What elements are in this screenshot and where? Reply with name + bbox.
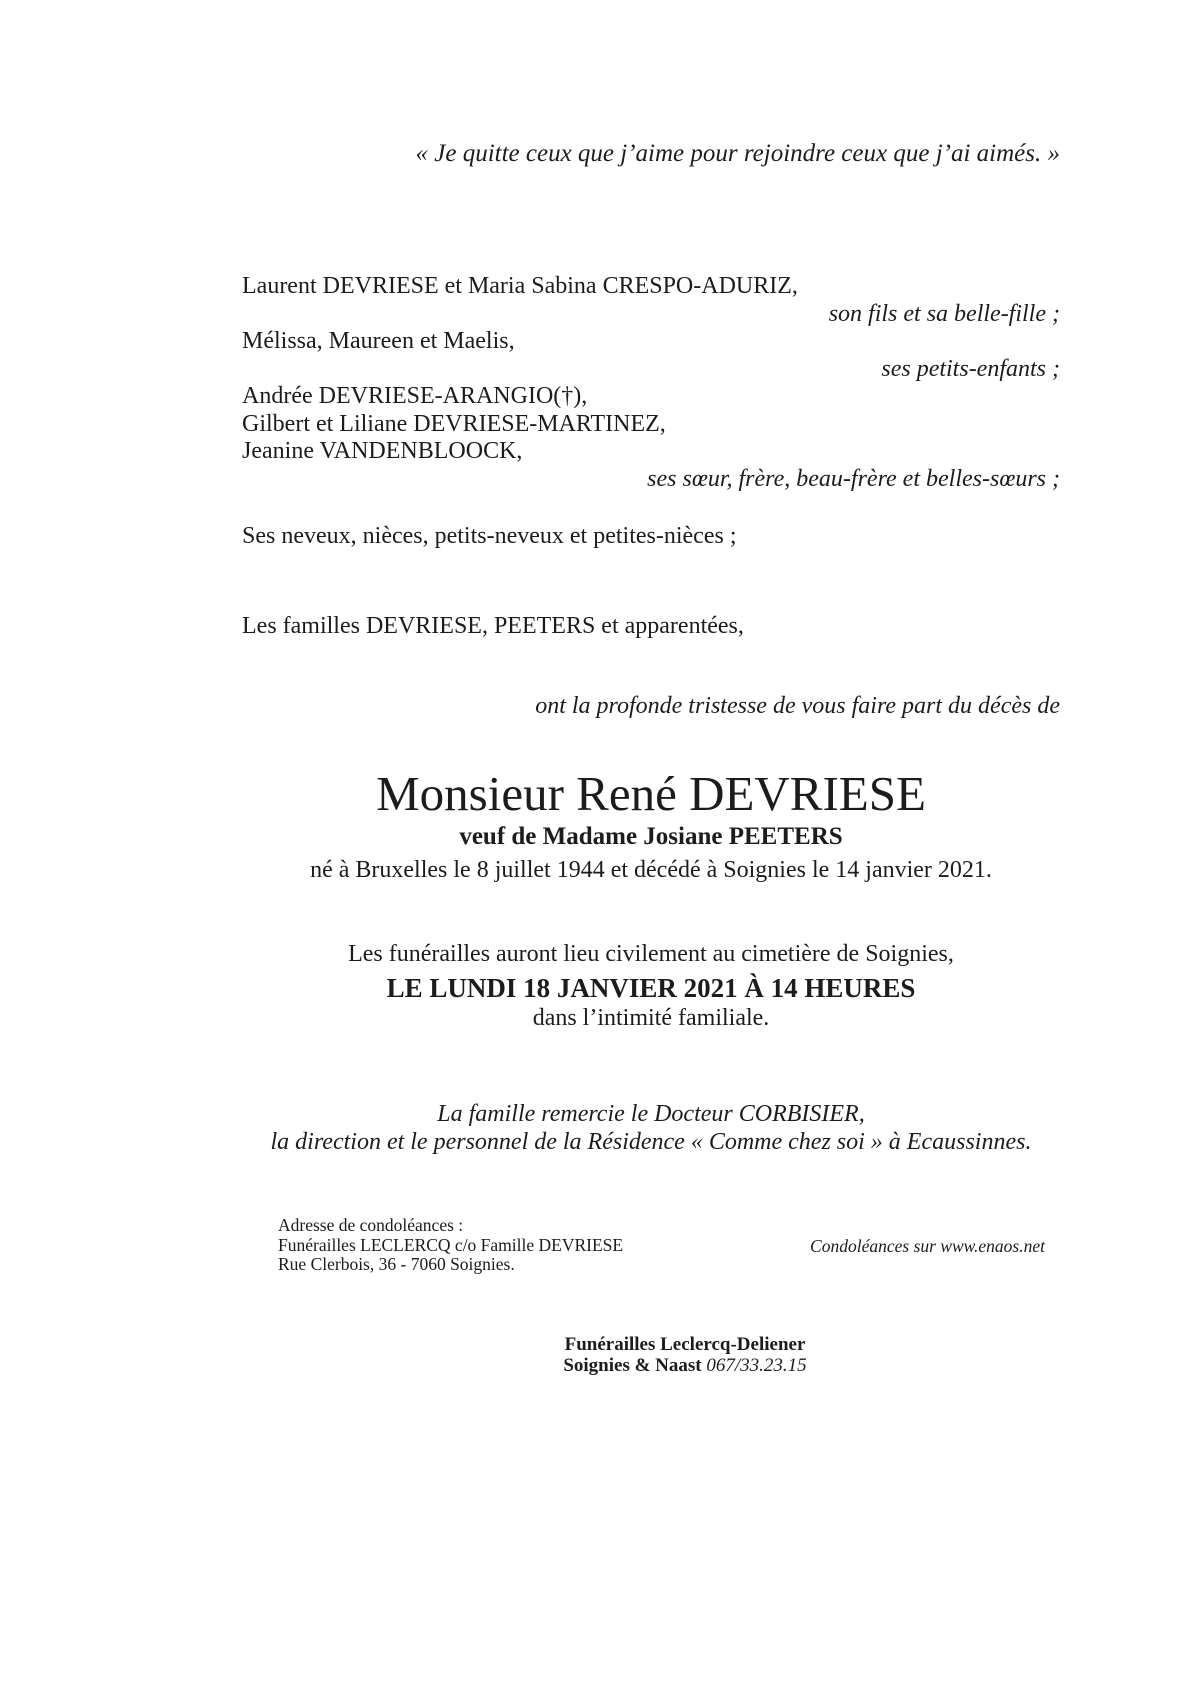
relation-line: son fils et sa belle-fille ; <box>828 300 1060 327</box>
funeral-home-name: Funérailles Leclercq-Deliener <box>564 1334 806 1355</box>
condolence-address-label: Adresse de condoléances : <box>278 1215 464 1235</box>
funeral-home-contact <box>485 1356 885 1377</box>
funeral-announcement-line: Les funérailles auront lieu civilement au cimetière de Soignies, <box>348 941 954 967</box>
family-line: Laurent DEVRIESE et Maria Sabina CRESPO-ADURIZ, <box>242 273 798 299</box>
birth-death-line: né à Bruxelles le 8 juillet 1944 et décédé à Soignies le 14 janvier 2021. <box>310 857 992 883</box>
announcement-line: ont la profonde tristesse de vous faire part du décès de <box>535 693 1060 719</box>
relation-line: ses petits-enfants ; <box>881 355 1060 382</box>
condolence-address-line: Funérailles LECLERCQ c/o Famille DEVRIESE <box>278 1234 624 1255</box>
funeral-home-block <box>485 1335 885 1376</box>
thanks-paragraph <box>242 1101 1060 1156</box>
family-line: Gilbert et Liliane DEVRIESE-MARTINEZ, <box>242 410 666 437</box>
epigraph-quote: « Je quitte ceux que j’aime pour rejoindre ceux que j’ai aimés. » <box>415 140 1060 167</box>
families-line: Les familles DEVRIESE, PEETERS et apparentées, <box>242 613 744 639</box>
family-list <box>242 273 1060 493</box>
funeral-home-location: Soignies & Naast <box>563 1354 702 1376</box>
condolence-address-line: Rue Clerbois, 36 - 7060 Soignies. <box>278 1254 515 1274</box>
deceased-name: Monsieur René DEVRIESE <box>376 766 926 821</box>
widower-line: veuf de Madame Josiane PEETERS <box>459 823 843 850</box>
funeral-privacy-line: dans l’intimité familiale. <box>532 1005 770 1031</box>
thanks-line: la direction et le personnel de la Résidence « Comme chez soi » à Ecaussinnes. <box>270 1128 1032 1155</box>
family-line: Mélissa, Maureen et Maelis, <box>242 328 515 354</box>
funeral-date-line: LE LUNDI 18 JANVIER 2021 À 14 HEURES <box>386 973 916 1003</box>
family-line: Andrée DEVRIESE-ARANGIO(†), <box>242 383 588 409</box>
family-line: Jeanine VANDENBLOOCK, <box>242 438 523 464</box>
relation-line: ses sœur, frère, beau-frère et belles-sœurs ; <box>647 465 1060 492</box>
online-condolences-line: Condoléances sur www.enaos.net <box>810 1236 1045 1256</box>
nephews-line: Ses neveux, nièces, petits-neveux et petites-nièces ; <box>242 523 737 549</box>
thanks-line: La famille remercie le Docteur CORBISIER, <box>437 1101 865 1127</box>
funeral-home-phone: 067/33.23.15 <box>706 1354 807 1376</box>
